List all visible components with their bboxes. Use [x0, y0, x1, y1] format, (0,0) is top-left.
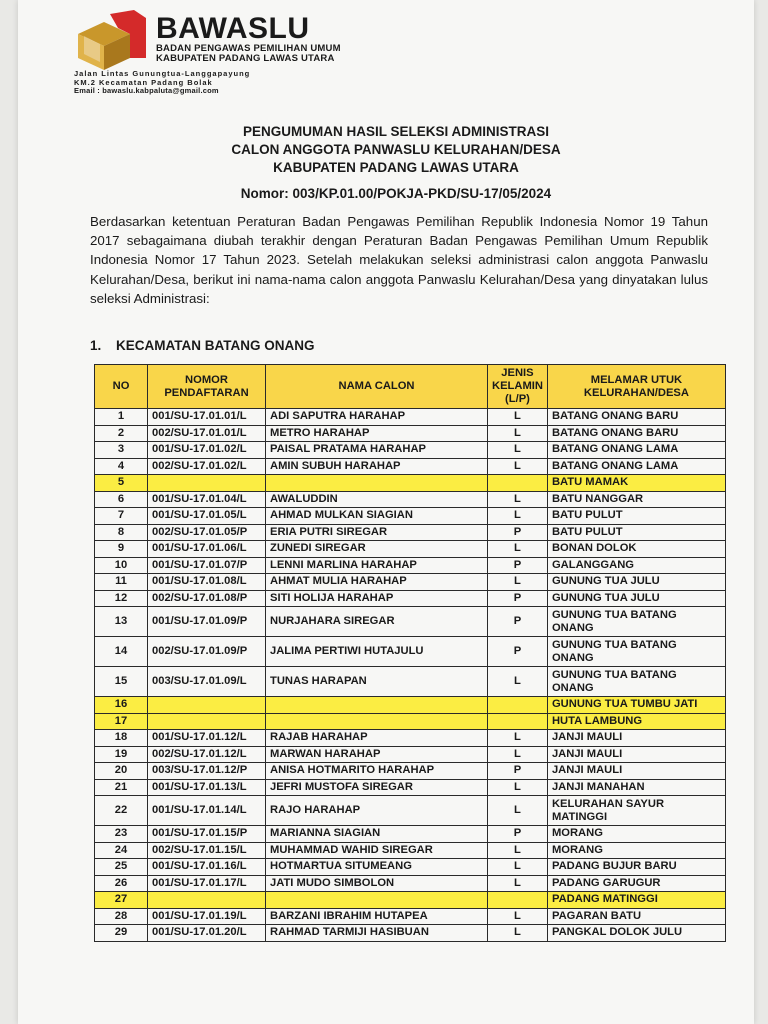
cell-gender: P [488, 637, 548, 667]
document-number: Nomor: 003/KP.01.00/POKJA-PKD/SU-17/05/2024 [240, 186, 552, 201]
table-row [95, 779, 726, 796]
cell-no: 27 [95, 892, 148, 909]
cell-no: 1 [95, 409, 148, 426]
cell-gender: L [488, 491, 548, 508]
cell-gender [488, 697, 548, 714]
org-name: BAWASLU [156, 12, 310, 45]
table-row [95, 607, 726, 637]
table-row [95, 458, 726, 475]
table-row [95, 442, 726, 459]
header-gender: JENIS KELAMIN (L/P) [488, 365, 548, 409]
table-row [95, 763, 726, 780]
table-row [95, 892, 726, 909]
cell-no: 15 [95, 667, 148, 697]
cell-village: PADANG MATINGGI [547, 892, 725, 909]
cell-name: AHMAT MULIA HARAHAP [266, 574, 488, 591]
table-row [95, 908, 726, 925]
address-email: Email : bawaslu.kabpaluta@gmail.com [74, 86, 219, 95]
cell-registration: 001/SU-17.01.02/L [148, 442, 266, 459]
cell-registration: 001/SU-17.01.17/L [148, 875, 266, 892]
cell-village: KELURAHAN SAYUR MATINGGI [547, 796, 725, 826]
cell-name: JALIMA PERTIWI HUTAJULU [266, 637, 488, 667]
cell-no: 8 [95, 524, 148, 541]
cell-village: BATU PULUT [547, 524, 725, 541]
cell-village: JANJI MANAHAN [547, 779, 725, 796]
cell-village: BATANG ONANG BARU [547, 409, 725, 426]
cell-gender: P [488, 557, 548, 574]
cell-village: BATANG ONANG LAMA [547, 442, 725, 459]
cell-registration: 001/SU-17.01.14/L [148, 796, 266, 826]
cell-registration [148, 475, 266, 492]
cell-village: BONAN DOLOK [547, 541, 725, 558]
results-table-wrapper [94, 364, 726, 942]
cell-village: PAGARAN BATU [547, 908, 725, 925]
letterhead-brand [156, 14, 341, 64]
address-line-1: Jalan Lintas Gunungtua-Langgapayung [74, 69, 251, 78]
cell-name [266, 892, 488, 909]
table-row [95, 409, 726, 426]
cell-no: 23 [95, 826, 148, 843]
cell-village: JANJI MAULI [547, 730, 725, 747]
cell-name: AMIN SUBUH HARAHAP [266, 458, 488, 475]
cell-no: 24 [95, 842, 148, 859]
cell-village: PADANG BUJUR BARU [547, 859, 725, 876]
cell-registration: 002/SU-17.01.12/L [148, 746, 266, 763]
table-row [95, 667, 726, 697]
cell-no: 20 [95, 763, 148, 780]
cell-gender: L [488, 541, 548, 558]
cell-name: JATI MUDO SIMBOLON [266, 875, 488, 892]
cell-name: RAHMAD TARMIJI HASIBUAN [266, 925, 488, 942]
table-row [95, 925, 726, 942]
table-row [95, 541, 726, 558]
cell-name [266, 697, 488, 714]
cell-no: 26 [95, 875, 148, 892]
table-row [95, 425, 726, 442]
title-line-3: KABUPATEN PADANG LAWAS UTARA [273, 160, 519, 175]
cell-village: BATU MAMAK [547, 475, 725, 492]
cell-gender: L [488, 574, 548, 591]
table-row [95, 796, 726, 826]
cell-no: 12 [95, 590, 148, 607]
cell-no: 9 [95, 541, 148, 558]
cell-registration: 003/SU-17.01.09/L [148, 667, 266, 697]
cell-gender: L [488, 425, 548, 442]
cell-name: NURJAHARA SIREGAR [266, 607, 488, 637]
cell-registration: 001/SU-17.01.05/L [148, 508, 266, 525]
cell-gender: L [488, 796, 548, 826]
cell-gender: L [488, 925, 548, 942]
cell-village: GALANGGANG [547, 557, 725, 574]
cell-name: ADI SAPUTRA HARAHAP [266, 409, 488, 426]
org-subtitle-1: BADAN PENGAWAS PEMILIHAN UMUM [156, 43, 341, 54]
table-row [95, 475, 726, 492]
cell-no: 22 [95, 796, 148, 826]
cell-no: 18 [95, 730, 148, 747]
cell-no: 2 [95, 425, 148, 442]
cell-village: GUNUNG TUA BATANG ONANG [547, 607, 725, 637]
cell-name: LENNI MARLINA HARAHAP [266, 557, 488, 574]
cell-registration: 003/SU-17.01.12/P [148, 763, 266, 780]
cell-name: METRO HARAHAP [266, 425, 488, 442]
cell-name: ERIA PUTRI SIREGAR [266, 524, 488, 541]
table-row [95, 713, 726, 730]
header-village: MELAMAR UTUK KELURAHAN/DESA [547, 365, 725, 409]
cell-name: TUNAS HARAPAN [266, 667, 488, 697]
cell-gender [488, 475, 548, 492]
table-row [95, 574, 726, 591]
table-row [95, 491, 726, 508]
cell-village: GUNUNG TUA JULU [547, 574, 725, 591]
table-row [95, 697, 726, 714]
cell-registration: 001/SU-17.01.06/L [148, 541, 266, 558]
title-line-2: CALON ANGGOTA PANWASLU KELURAHAN/DESA [231, 142, 561, 157]
cell-village: PANGKAL DOLOK JULU [547, 925, 725, 942]
cell-name: BARZANI IBRAHIM HUTAPEA [266, 908, 488, 925]
cell-no: 6 [95, 491, 148, 508]
cell-village: PADANG GARUGUR [547, 875, 725, 892]
document-page [18, 0, 754, 1024]
cell-name: RAJO HARAHAP [266, 796, 488, 826]
cell-village: GUNUNG TUA JULU [547, 590, 725, 607]
cell-registration [148, 713, 266, 730]
table-header-row [95, 365, 726, 409]
header-registration: NOMOR PENDAFTARAN [148, 365, 266, 409]
cell-village: HUTA LAMBUNG [547, 713, 725, 730]
cell-gender: L [488, 458, 548, 475]
cell-no: 19 [95, 746, 148, 763]
cell-no: 5 [95, 475, 148, 492]
address-line-2: KM.2 Kecamatan Padang Bolak [74, 77, 213, 87]
cell-gender: L [488, 859, 548, 876]
cell-village: BATU PULUT [547, 508, 725, 525]
cell-registration: 001/SU-17.01.04/L [148, 491, 266, 508]
cell-village: GUNUNG TUA BATANG ONANG [547, 637, 725, 667]
cell-gender [488, 892, 548, 909]
cell-registration [148, 697, 266, 714]
cell-no: 21 [95, 779, 148, 796]
cell-name: ANISA HOTMARITO HARAHAP [266, 763, 488, 780]
cell-registration: 001/SU-17.01.01/L [148, 409, 266, 426]
cell-village: BATANG ONANG LAMA [547, 458, 725, 475]
cell-no: 17 [95, 713, 148, 730]
cell-gender [488, 713, 548, 730]
cell-gender: L [488, 875, 548, 892]
header-name: NAMA CALON [266, 365, 488, 409]
cell-gender: L [488, 508, 548, 525]
cell-village: GUNUNG TUA BATANG ONANG [547, 667, 725, 697]
cell-registration: 001/SU-17.01.16/L [148, 859, 266, 876]
cell-gender: P [488, 590, 548, 607]
cell-registration: 001/SU-17.01.15/P [148, 826, 266, 843]
cell-name: ZUNEDI SIREGAR [266, 541, 488, 558]
table-row [95, 524, 726, 541]
title-line-1: PENGUMUMAN HASIL SELEKSI ADMINISTRASI [242, 124, 550, 139]
cell-registration [148, 892, 266, 909]
cell-registration: 001/SU-17.01.09/P [148, 607, 266, 637]
cell-gender: L [488, 667, 548, 697]
cell-village: BATANG ONANG BARU [547, 425, 725, 442]
announcement-title [18, 123, 754, 177]
cell-registration: 002/SU-17.01.15/L [148, 842, 266, 859]
table-row [95, 730, 726, 747]
table-row [95, 508, 726, 525]
table-row [95, 875, 726, 892]
table-row [95, 859, 726, 876]
cell-name: AWALUDDIN [266, 491, 488, 508]
cell-registration: 001/SU-17.01.08/L [148, 574, 266, 591]
cell-name: MUHAMMAD WAHID SIREGAR [266, 842, 488, 859]
table-row [95, 590, 726, 607]
table-row [95, 842, 726, 859]
table-body [95, 409, 726, 942]
section-number: 1. [90, 338, 102, 353]
bawaslu-logo-icon [74, 10, 154, 72]
cell-registration: 002/SU-17.01.02/L [148, 458, 266, 475]
cell-name: JEFRI MUSTOFA SIREGAR [266, 779, 488, 796]
table-row [95, 826, 726, 843]
cell-village: JANJI MAULI [547, 746, 725, 763]
cell-gender: P [488, 607, 548, 637]
cell-name: HOTMARTUA SITUMEANG [266, 859, 488, 876]
cell-village: GUNUNG TUA TUMBU JATI [547, 697, 725, 714]
org-subtitle-2: KABUPATEN PADANG LAWAS UTARA [156, 53, 335, 64]
cell-gender: L [488, 908, 548, 925]
cell-gender: P [488, 524, 548, 541]
cell-no: 28 [95, 908, 148, 925]
results-table [94, 364, 726, 942]
cell-no: 4 [95, 458, 148, 475]
cell-registration: 002/SU-17.01.08/P [148, 590, 266, 607]
cell-no: 29 [95, 925, 148, 942]
cell-registration: 001/SU-17.01.13/L [148, 779, 266, 796]
table-row [95, 746, 726, 763]
cell-registration: 002/SU-17.01.09/P [148, 637, 266, 667]
section-heading [90, 338, 314, 353]
header-no: NO [95, 365, 148, 409]
cell-gender: P [488, 826, 548, 843]
cell-gender: L [488, 409, 548, 426]
cell-registration: 001/SU-17.01.20/L [148, 925, 266, 942]
cell-no: 7 [95, 508, 148, 525]
cell-no: 16 [95, 697, 148, 714]
cell-no: 10 [95, 557, 148, 574]
cell-name: MARIANNA SIAGIAN [266, 826, 488, 843]
cell-village: BATU NANGGAR [547, 491, 725, 508]
letterhead-address [74, 70, 250, 96]
cell-name: MARWAN HARAHAP [266, 746, 488, 763]
cell-name: SITI HOLIJA HARAHAP [266, 590, 488, 607]
section-title: KECAMATAN BATANG ONANG [116, 338, 315, 353]
cell-village: JANJI MAULI [547, 763, 725, 780]
cell-registration: 001/SU-17.01.19/L [148, 908, 266, 925]
cell-name: AHMAD MULKAN SIAGIAN [266, 508, 488, 525]
cell-no: 13 [95, 607, 148, 637]
cell-gender: L [488, 442, 548, 459]
cell-registration: 002/SU-17.01.05/P [148, 524, 266, 541]
cell-name [266, 475, 488, 492]
cell-gender: P [488, 763, 548, 780]
cell-gender: L [488, 779, 548, 796]
cell-name: PAISAL PRATAMA HARAHAP [266, 442, 488, 459]
cell-no: 14 [95, 637, 148, 667]
cell-village: MORANG [547, 826, 725, 843]
cell-no: 3 [95, 442, 148, 459]
cell-registration: 002/SU-17.01.01/L [148, 425, 266, 442]
cell-gender: L [488, 746, 548, 763]
cell-registration: 001/SU-17.01.12/L [148, 730, 266, 747]
cell-name: RAJAB HARAHAP [266, 730, 488, 747]
table-row [95, 557, 726, 574]
cell-no: 11 [95, 574, 148, 591]
cell-village: MORANG [547, 842, 725, 859]
cell-registration: 001/SU-17.01.07/P [148, 557, 266, 574]
intro-paragraph: Berdasarkan ketentuan Peraturan Badan Pengawas Pemilihan Republik Indonesia Nomor 19 Tahun 2017 sebagaimana diubah terakhir dengan Peraturan Badan Pengawas Pemilihan Umum Republik Indonesia Nomor 17 Tahun 2023. Setelah melakukan seleksi administrasi calon anggota Panwaslu Kelurahan/Desa, berikut ini nama-nama calon anggota Panwaslu Kelurahan/Desa yang dinyatakan lulus seleksi Administrasi: [90, 214, 708, 306]
cell-gender: L [488, 842, 548, 859]
cell-name [266, 713, 488, 730]
table-row [95, 637, 726, 667]
cell-gender: L [488, 730, 548, 747]
cell-no: 25 [95, 859, 148, 876]
